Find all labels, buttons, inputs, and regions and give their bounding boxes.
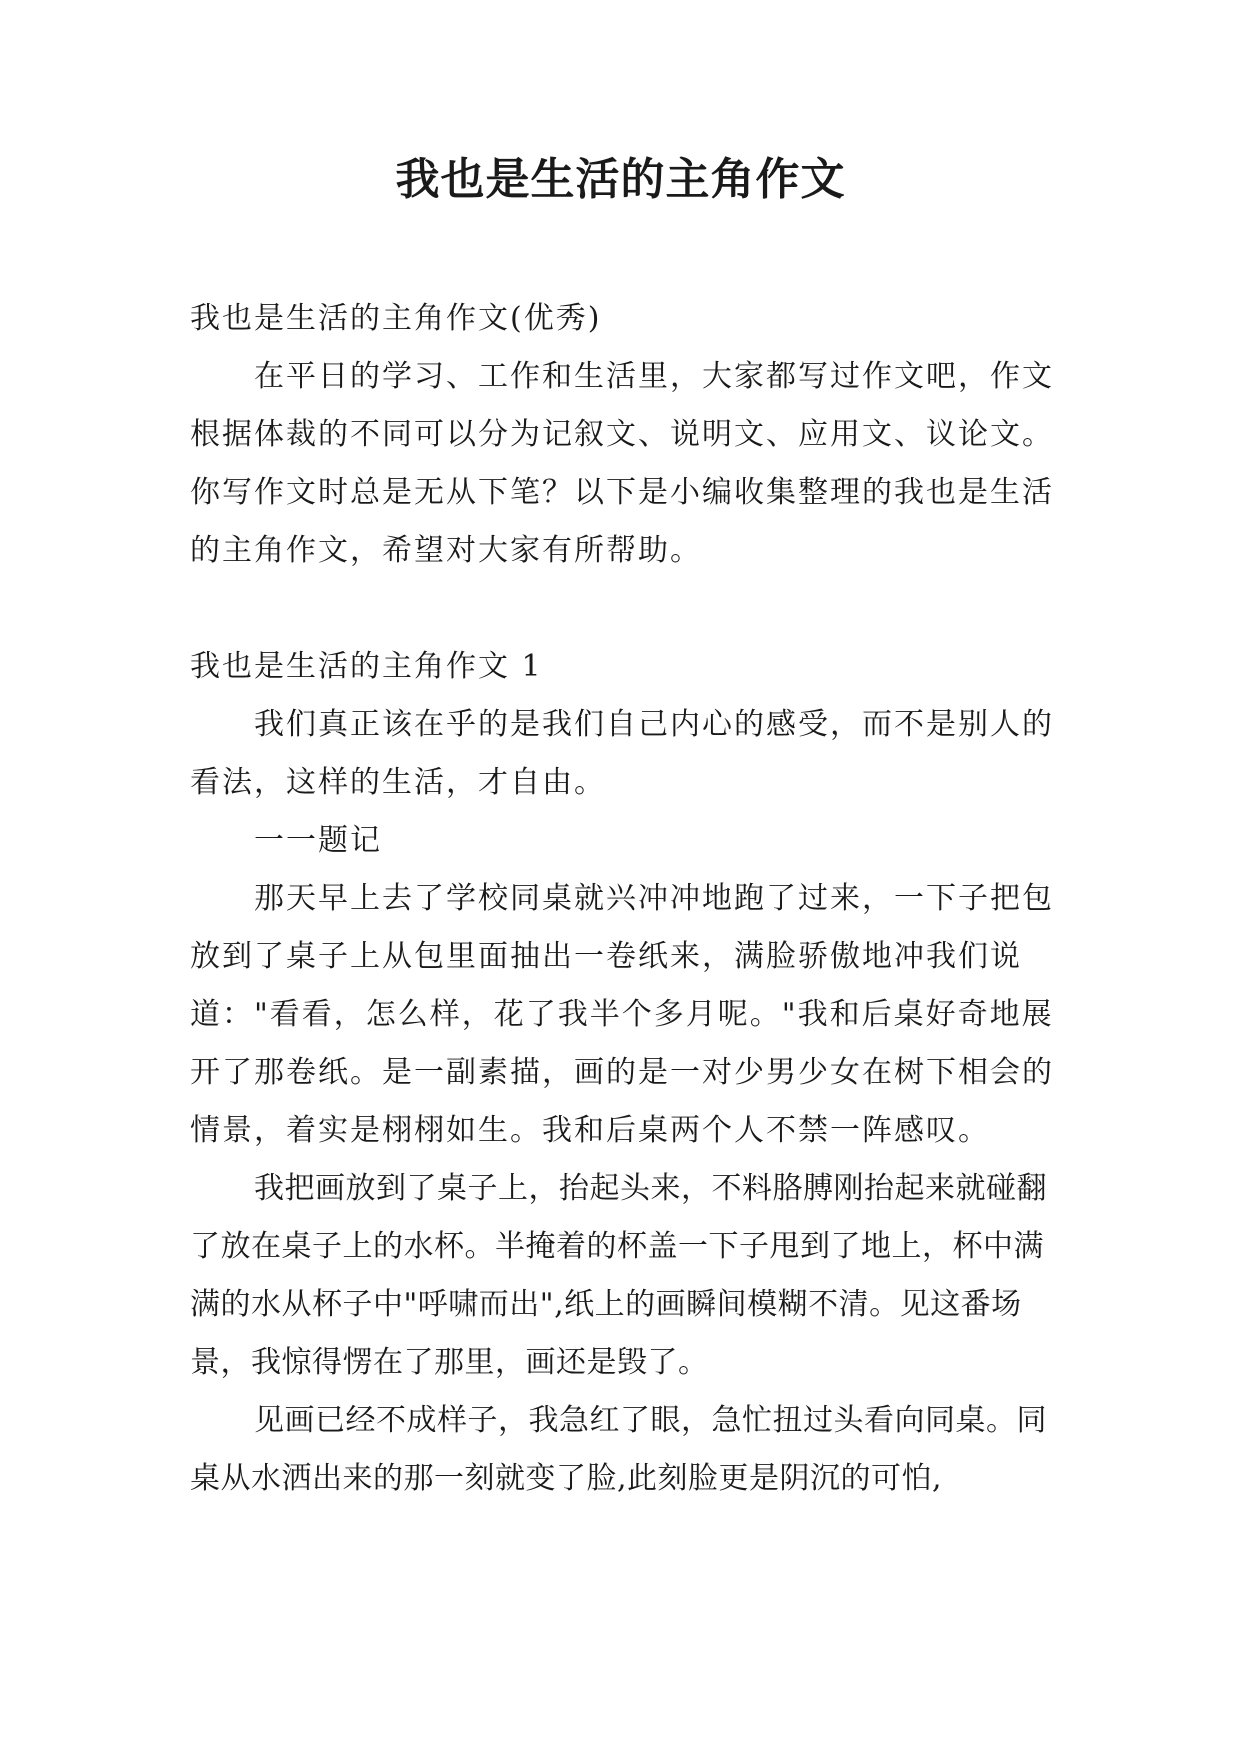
body-paragraph: 那天早上去了学校同桌就兴冲冲地跑了过来，一下子把包放到了桌子上从包里面抽出一卷纸来，满脸骄傲地冲我们说道："看看，怎么样，花了我半个多月呢。"我和后桌好奇地展开了那卷纸。是一副素描，画的是一对少男少女在树下相会的情景，着实是栩栩如生。我和后桌两个人不禁一阵感叹。 [190,881,1054,1148]
body-paragraph: 我把画放到了桌子上，抬起头来，不料胳膊刚抬起来就碰翻了放在桌子上的水杯。半掩着的杯盖一下子甩到了地上，杯中满满的水从杯子中"呼啸而出",纸上的画瞬间模糊不清。见这番场景，我惊得愣在了那里，画还是毁了。 [190,1171,1047,1380]
body-paragraph: 见画已经不成样子，我急红了眼，急忙扭过头看向同桌。同桌从水洒出来的那一刻就变了脸,此刻脸更是阴沉的可怕, [190,1403,1047,1496]
document-body [190,290,1054,1508]
section-heading: 我也是生活的主角作文 1 [190,649,543,684]
body-paragraph: 我们真正该在乎的是我们自己内心的感受，而不是别人的看法，这样的生活，才自由。 [190,707,1054,800]
epigraph-attribution: 一一题记 [254,823,382,858]
document-subtitle: 我也是生活的主角作文(优秀) [190,301,602,336]
document-title: 我也是生活的主角作文 [395,154,846,205]
intro-paragraph: 在平日的学习、工作和生活里，大家都写过作文吧，作文根据体裁的不同可以分为记叙文、说明文、应用文、议论文。你写作文时总是无从下笔？以下是小编收集整理的我也是生活的主角作文，希望对大家有所帮助。 [190,359,1054,568]
